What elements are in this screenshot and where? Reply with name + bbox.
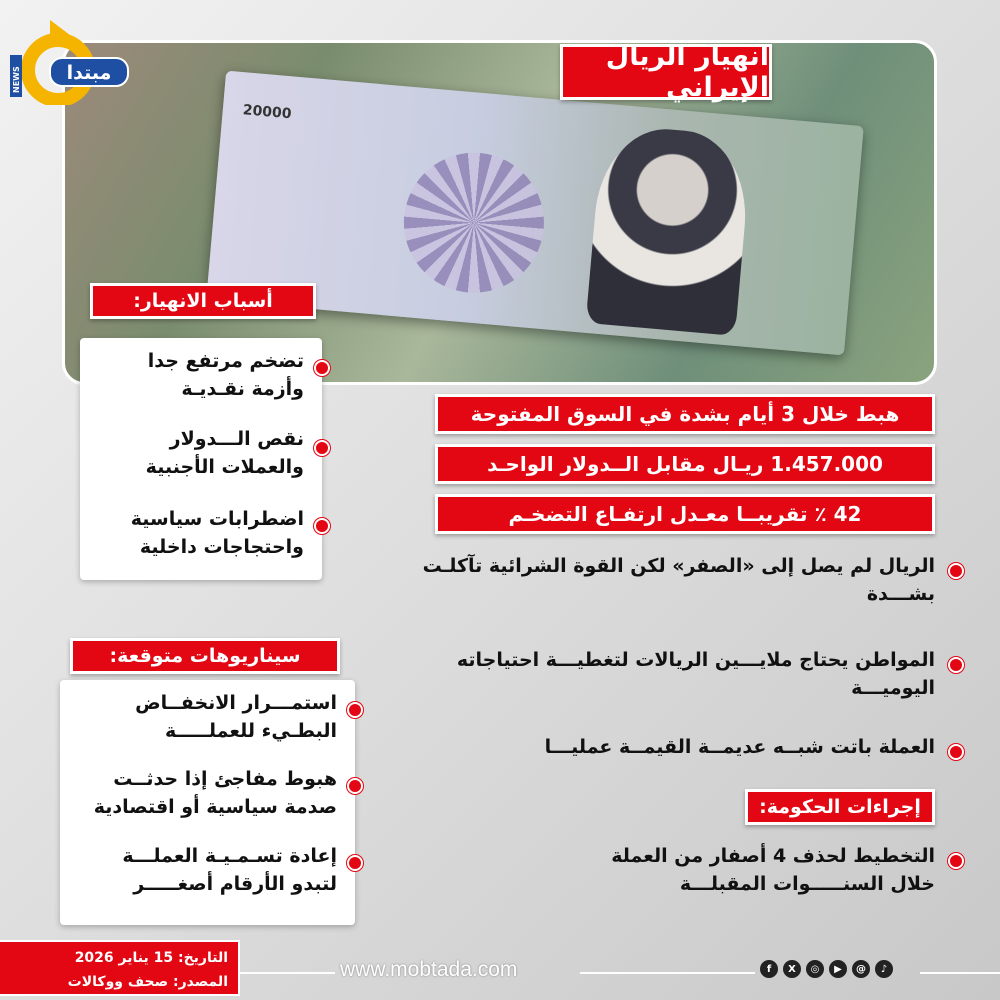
government-heading: إجراءات الحكومة: xyxy=(745,789,935,825)
fact-bar: هبط خلال 3 أيام بشدة في السوق المفتوحة xyxy=(435,394,935,434)
causes-heading: أسباب الانهيار: xyxy=(90,283,316,319)
bullet-icon xyxy=(948,657,964,673)
date-label: التاريخ: 15 يناير 2026 xyxy=(74,950,228,966)
mobtada-logo xyxy=(10,10,130,105)
point-item: الريال لم يصل إلى «الصفر» لكن القوة الشرائية تآكلـت بشـــدة xyxy=(422,555,935,605)
cause-item: نقص الـــدولار والعملات الأجنبية xyxy=(145,428,304,478)
bullet-icon xyxy=(314,518,330,534)
social-icons xyxy=(760,960,893,978)
divider xyxy=(580,972,755,974)
bullet-icon xyxy=(347,702,363,718)
bullet-icon xyxy=(347,855,363,871)
bullet-icon xyxy=(948,853,964,869)
fact-bar: 42 ٪ تقريبــا معـدل ارتفـاع التضخـم xyxy=(435,494,935,534)
page-title: انهيار الريال الإيراني xyxy=(560,44,772,100)
causes-box xyxy=(80,338,322,580)
portrait-image xyxy=(586,124,753,336)
scenarios-heading: سيناريوهات متوقعة: xyxy=(70,638,340,674)
bullet-icon xyxy=(314,360,330,376)
point-item: المواطن يحتاج ملايـــين الريالات لتغطيـــة احتياجاته اليوميـــة xyxy=(456,649,935,699)
scenario-item: استمـــرار الانخفــاض البطـيء للعملـــــة xyxy=(135,692,337,742)
divider xyxy=(240,972,335,974)
facebook-icon[interactable]: f xyxy=(760,960,778,978)
website-link[interactable]: www.mobtada.com xyxy=(340,958,518,981)
tiktok-icon[interactable]: ♪ xyxy=(875,960,893,978)
youtube-icon[interactable]: ▶ xyxy=(829,960,847,978)
cause-item: تضخم مرتفع جدا وأزمة نقـديـة xyxy=(147,350,304,400)
svg-text:مبتدا: مبتدا xyxy=(66,62,112,84)
svg-text:NEWS: NEWS xyxy=(12,66,21,93)
source-label: المصدر: صحف ووكالات xyxy=(67,974,228,990)
banknote-photo xyxy=(62,40,937,385)
scenario-item: هبوط مفاجئ إذا حدثــت صدمة سياسية أو اقتصادية xyxy=(93,768,337,818)
rosette-pattern xyxy=(398,147,550,299)
x-icon[interactable]: X xyxy=(783,960,801,978)
footer-info xyxy=(0,940,240,996)
denomination-label: 20000 xyxy=(242,102,293,123)
scenario-item: إعادة تسـمـيـة العملـــة لتبدو الأرقام أصغـــــر xyxy=(122,845,337,895)
bullet-icon xyxy=(347,778,363,794)
divider xyxy=(920,972,1000,974)
government-item: التخطيط لحذف 4 أصفار من العملة خلال السنـــــوات المقبلـــة xyxy=(611,845,935,895)
bullet-icon xyxy=(948,744,964,760)
scenarios-box xyxy=(60,680,355,925)
fact-bar: 1.457.000 ريـال مقابل الــدولار الواحـد xyxy=(435,444,935,484)
bullet-icon xyxy=(948,563,964,579)
threads-icon[interactable]: @ xyxy=(852,960,870,978)
cause-item: اضطرابات سياسية واحتجاجات داخلية xyxy=(130,508,304,558)
point-item: العملة باتت شبــه عديمــة القيمــة عمليـــا xyxy=(544,736,935,758)
instagram-icon[interactable]: ◎ xyxy=(806,960,824,978)
bullet-icon xyxy=(314,440,330,456)
